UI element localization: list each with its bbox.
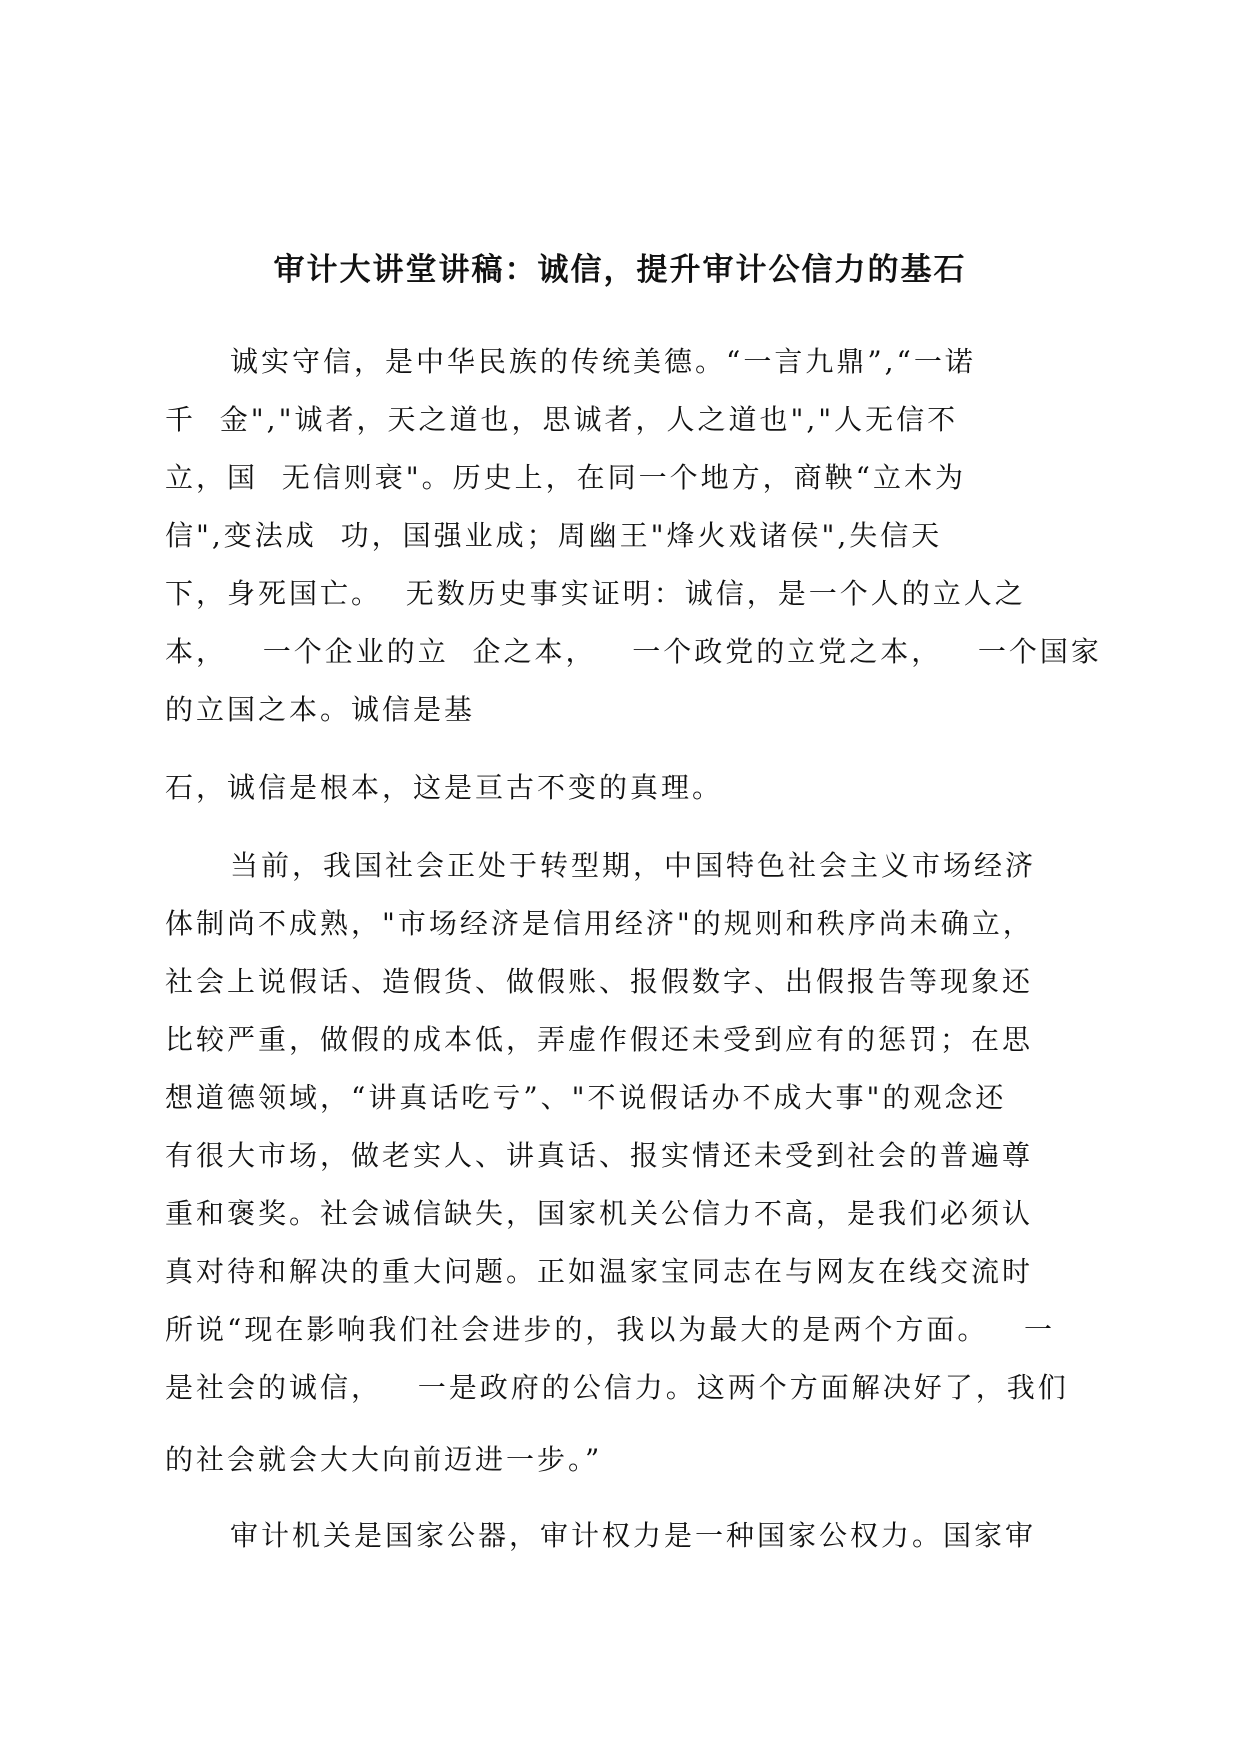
- paragraph-1-line-5: 下，身死国亡。 无数历史事实证明：诚信，是一个人的立人之: [165, 577, 1026, 610]
- paragraph-2-line-3: 社会上说假话、造假货、做假账、报假数字、出假报告等现象还: [165, 965, 1034, 998]
- paragraph-1-line-3: 立，国 无信则衰"。历史上，在同一个地方，商鞅“立木为: [165, 461, 966, 494]
- paragraph-1-line-1: 诚实守信，是中华民族的传统美德。“一言九鼎”,“一诺: [230, 345, 976, 378]
- paragraph-1-line-4: 信",变法成 功，国强业成；周幽王"烽火戏诸侯",失信天: [165, 519, 943, 552]
- paragraph-2-line-6: 有很大市场，做老实人、讲真话、报实情还未受到社会的普遍尊: [165, 1139, 1034, 1172]
- paragraph-2-line-11: 的社会就会大大向前迈进一步。”: [165, 1443, 603, 1476]
- paragraph-2-line-2: 体制尚不成熟，"市场经济是信用经济"的规则和秩序尚未确立，: [165, 907, 1034, 940]
- paragraph-1-line-2: 千 金","诚者，天之道也，思诚者，人之道也","人无信不: [165, 403, 959, 436]
- paragraph-2-line-5: 想道德领域，“讲真话吃亏”、"不说假话办不成大事"的观念还: [165, 1081, 1007, 1114]
- paragraph-2-line-1: 当前，我国社会正处于转型期，中国特色社会主义市场经济: [230, 849, 1037, 882]
- paragraph-2-line-7: 重和褒奖。社会诚信缺失，国家机关公信力不高，是我们必须认: [165, 1197, 1034, 1230]
- document-title: 审计大讲堂讲稿：诚信，提升审计公信力的基石: [273, 252, 967, 288]
- paragraph-2-line-8: 真对待和解决的重大问题。正如温家宝同志在与网友在线交流时: [165, 1255, 1034, 1288]
- paragraph-1-line-6: 本， 一个企业的立 企之本， 一个政党的立党之本， 一个国家: [165, 635, 1102, 668]
- paragraph-1-line-7: 的立国之本。诚信是基: [165, 693, 476, 726]
- paragraph-2-line-4: 比较严重，做假的成本低，弄虚作假还未受到应有的惩罚；在思: [165, 1023, 1034, 1056]
- paragraph-1-line-8: 石，诚信是根本，这是亘古不变的真理。: [165, 771, 724, 804]
- paragraph-3-line-1: 审计机关是国家公器，审计权力是一种国家公权力。国家审: [230, 1519, 1037, 1552]
- paragraph-2-line-10: 是社会的诚信， 一是政府的公信力。这两个方面解决好了，我们: [165, 1371, 1069, 1404]
- paragraph-2-line-9: 所说“现在影响我们社会进步的，我以为最大的是两个方面。 一: [165, 1313, 1056, 1346]
